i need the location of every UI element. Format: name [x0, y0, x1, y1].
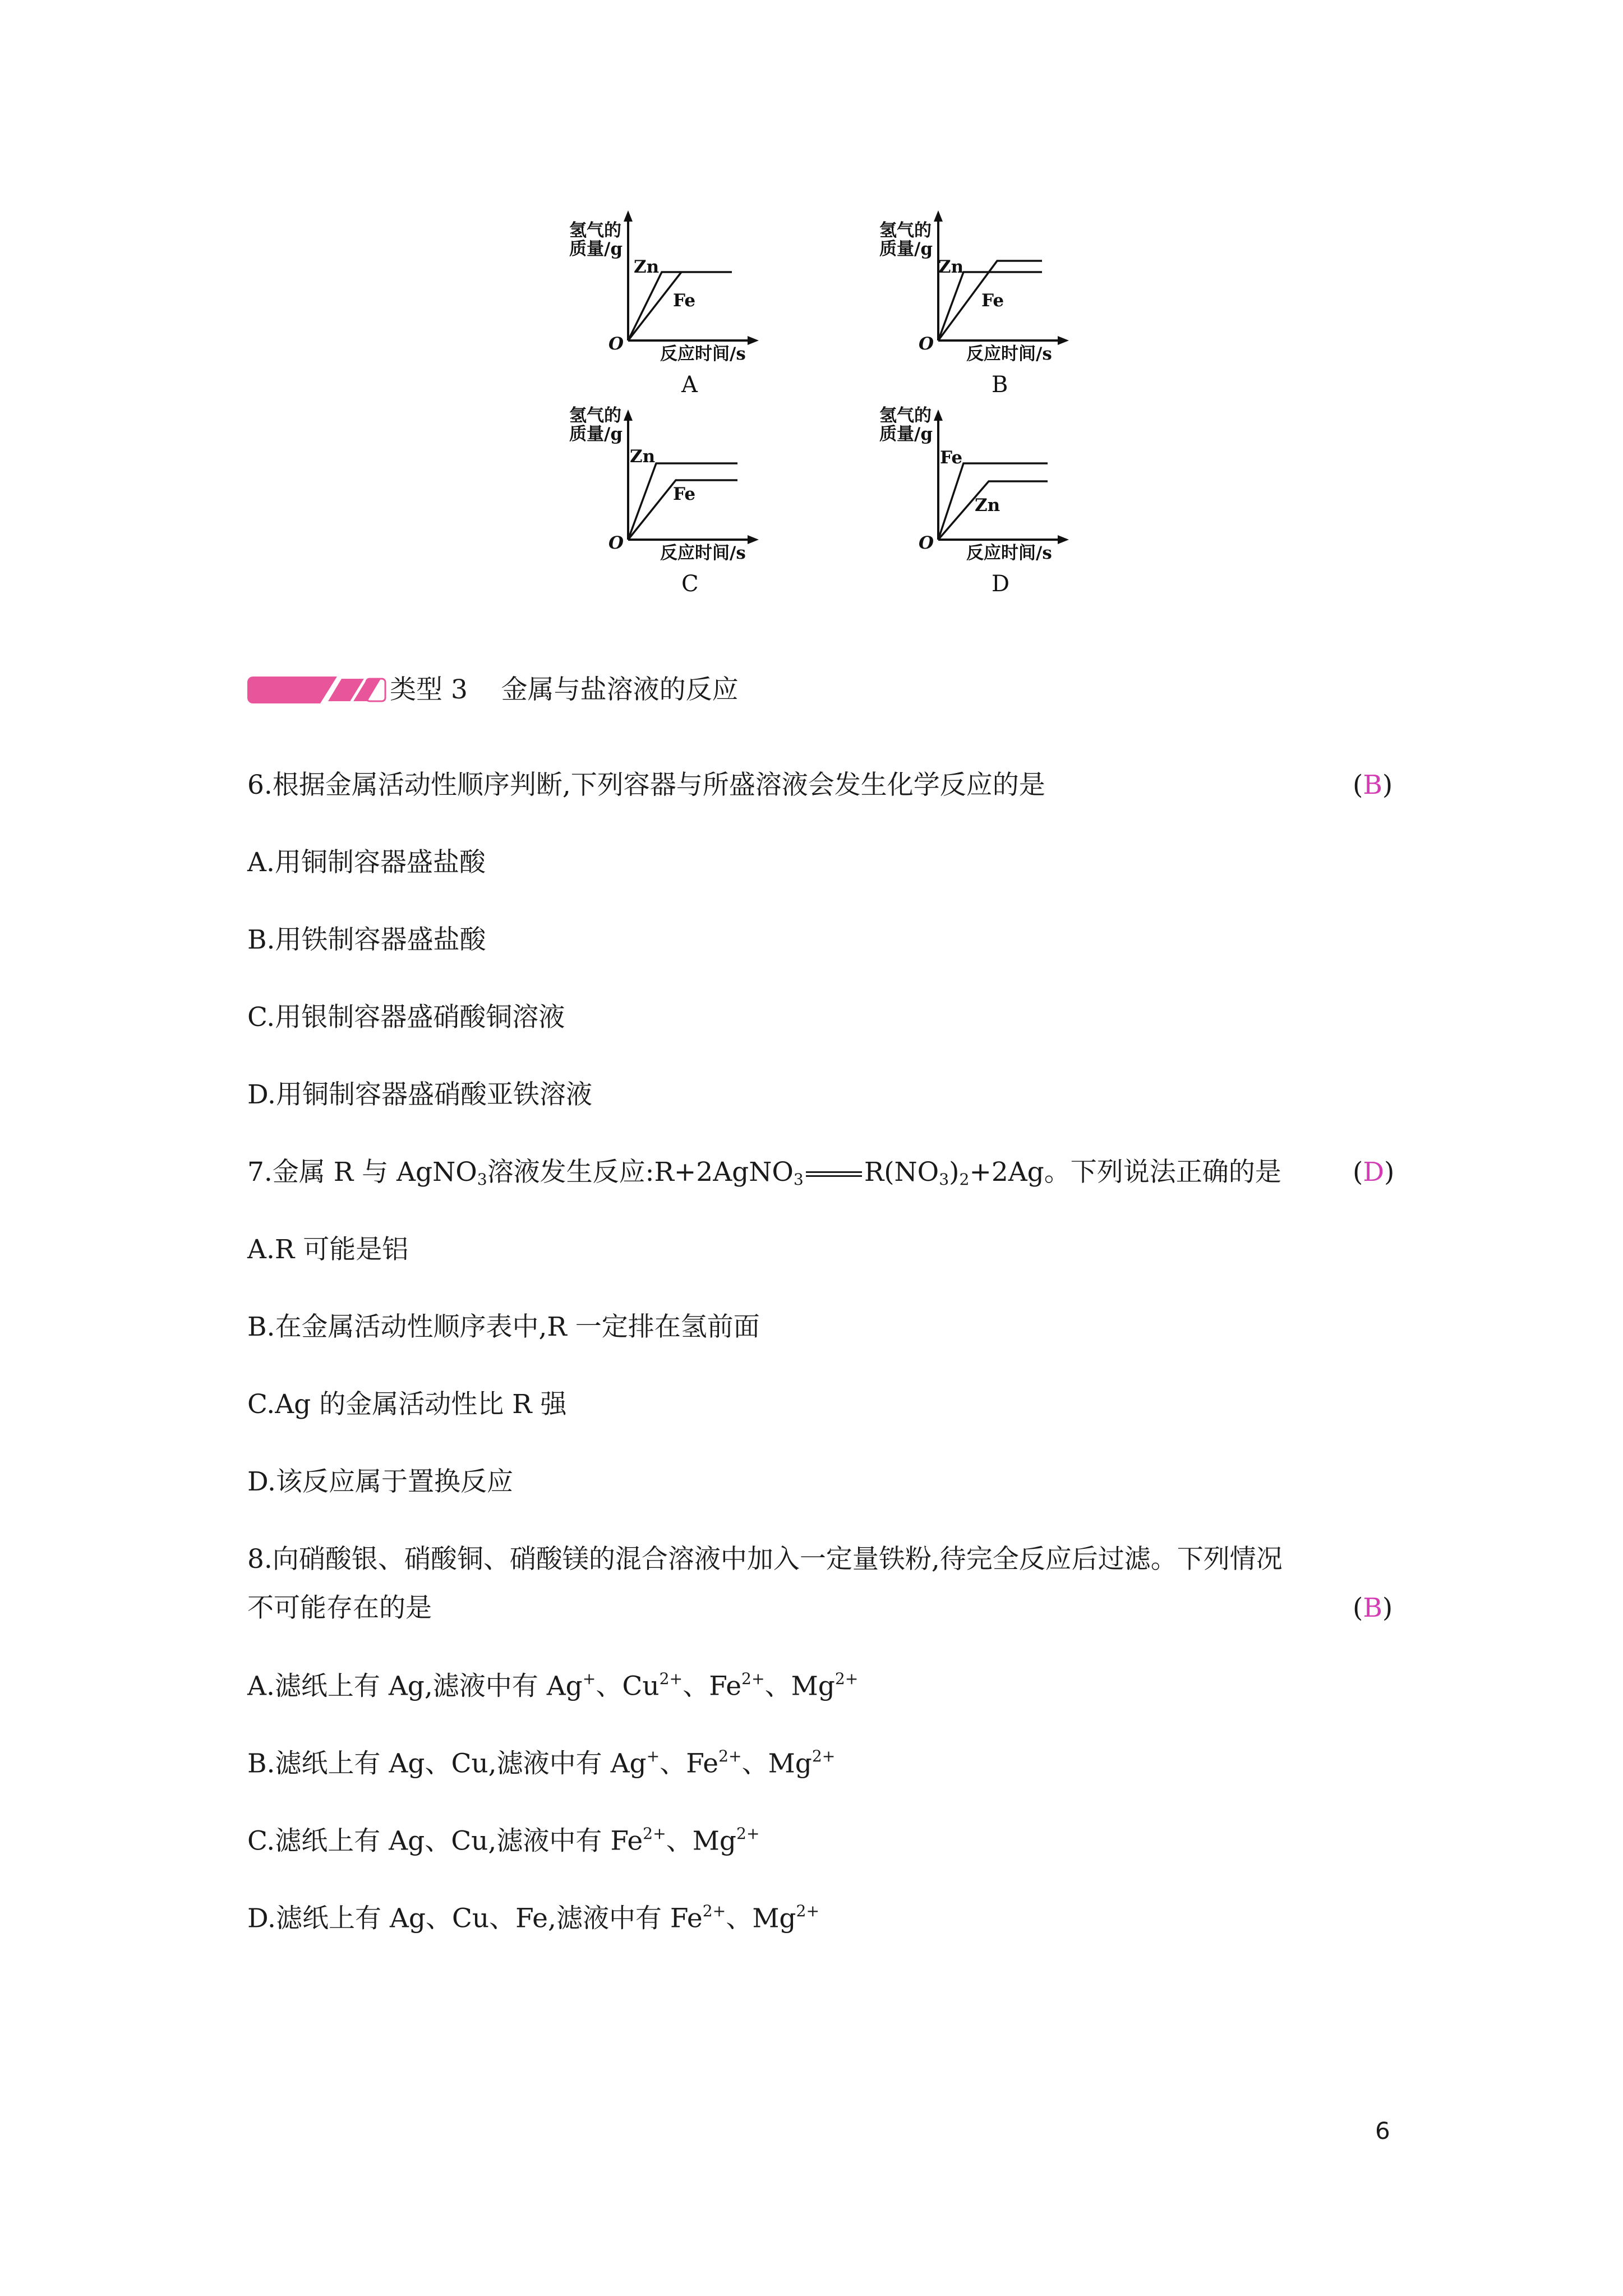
ion: Ag — [546, 1671, 583, 1702]
graph-d-xlabel: 反应时间/s — [966, 543, 1052, 563]
ion: Fe — [686, 1748, 719, 1779]
ion-charge: 2+ — [741, 1669, 765, 1688]
graph-a-caption: A — [681, 372, 698, 398]
graph-d-ylabel: 氢气的质量/g — [879, 406, 933, 444]
graph-a-origin: O — [608, 334, 624, 354]
ion: Fe — [709, 1671, 742, 1702]
graph-c-ylabel: 氢气的质量/g — [569, 406, 623, 444]
ion: Mg — [752, 1903, 796, 1934]
q6-answer: (B) — [1353, 770, 1393, 800]
q6-option-a: A.用铜制容器盛盐酸 — [247, 847, 486, 878]
q7-answer: (D) — [1353, 1157, 1395, 1188]
q6-option-b: B.用铁制容器盛盐酸 — [247, 924, 486, 955]
ion: Fe — [670, 1903, 703, 1934]
q7-option-c: C.Ag 的金属活动性比 R 强 — [247, 1389, 567, 1420]
section-badge-icon — [247, 673, 388, 707]
graph-b-xlabel: 反应时间/s — [966, 344, 1052, 364]
graph-d-bottom-label: Zn — [975, 495, 1000, 516]
q7-stem: 7.金属 R 与 AgNO$_3$溶液发生反应:R+2AgNO$_3$ $R(NO_3)_2+2Ag$。下列说法正确的是 — [247, 1157, 1281, 1189]
q7-stem-prefix: 7.金属 R 与 AgNO — [247, 1157, 477, 1188]
ion: Ag — [610, 1748, 647, 1779]
q7-answer-letter: D — [1363, 1157, 1385, 1188]
q8-option-c-prefix: C.滤纸上有 Ag、Cu,滤液中有 — [247, 1825, 611, 1857]
graph-b-top-label: Zn — [938, 257, 964, 277]
q8-option-a: A.滤纸上有 Ag,滤液中有 Ag+、$Cu^{2+}$、$Fe^{2+}$、$Mg^{2+}$ — [247, 1669, 859, 1702]
q8-option-b-prefix: B.滤纸上有 Ag、Cu,滤液中有 — [247, 1748, 611, 1779]
q8-option-d-prefix: D.滤纸上有 Ag、Cu、Fe,滤液中有 — [247, 1903, 670, 1934]
ion-charge: 2+ — [718, 1747, 742, 1765]
ion: Mg — [791, 1671, 835, 1702]
graph-d — [879, 406, 1092, 597]
q8-answer-letter: B — [1363, 1593, 1382, 1623]
graph-a-xlabel: 反应时间/s — [660, 344, 746, 364]
graph-a — [569, 210, 782, 398]
ion: Cu — [622, 1671, 660, 1702]
ion-charge: 2+ — [659, 1669, 683, 1688]
q7-option-a: A.R 可能是铝 — [247, 1234, 409, 1265]
graph-a-ylabel: 氢气的质量/g — [569, 220, 623, 259]
graph-c — [569, 406, 782, 597]
graph-c-origin: O — [608, 533, 624, 553]
ion-charge: 2+ — [736, 1824, 760, 1843]
graph-c-xlabel: 反应时间/s — [660, 543, 746, 563]
section-title: 金属与盐溶液的反应 — [501, 674, 739, 705]
q7-product: R(NO — [864, 1157, 939, 1188]
ion: Fe — [610, 1825, 643, 1857]
graph-a-top-label: Zn — [634, 257, 660, 277]
q6-option-c: C.用银制容器盛硝酸铜溶液 — [247, 1002, 565, 1033]
page-number: 6 — [1375, 2117, 1390, 2145]
q6-answer-letter: B — [1363, 770, 1382, 800]
q7-stem-suffix: +2Ag。下列说法正确的是 — [969, 1157, 1281, 1188]
graph-d-origin: O — [919, 533, 934, 553]
graph-c-top-label: Zn — [630, 447, 656, 467]
q8-option-d: D.滤纸上有 Ag、Cu、Fe,滤液中有 $Fe^{2+}$、$Mg^{2+}$ — [247, 1902, 820, 1934]
q8-stem-line2: 不可能存在的是 — [247, 1593, 432, 1623]
graph-b-caption: B — [992, 372, 1008, 398]
graph-d-caption: D — [992, 571, 1010, 597]
ion-charge: + — [582, 1669, 596, 1688]
q7-stem-mid: 溶液发生反应:R+2AgNO — [487, 1157, 794, 1188]
graph-b — [879, 210, 1092, 398]
equals-sign — [806, 1170, 862, 1178]
graph-b-ylabel: 氢气的质量/g — [879, 220, 933, 259]
ion-charge: 2+ — [796, 1902, 820, 1920]
graph-c-caption: C — [681, 571, 699, 597]
q8-answer: (B) — [1353, 1593, 1393, 1623]
graph-a-bottom-label: Fe — [673, 291, 696, 311]
graph-b-origin: O — [919, 334, 934, 354]
ion-charge: 2+ — [702, 1902, 726, 1920]
graph-b-bottom-label: Fe — [981, 291, 1004, 311]
ion-charge: 2+ — [834, 1669, 859, 1688]
section-type-label: 类型 3 — [390, 674, 468, 705]
q6-option-d: D.用铜制容器盛硝酸亚铁溶液 — [247, 1079, 592, 1110]
ion-charge: 2+ — [811, 1747, 836, 1765]
graph-c-bottom-label: Fe — [673, 484, 696, 504]
q8-stem-line1: 8.向硝酸银、硝酸铜、硝酸镁的混合溶液中加入一定量铁粉,待完全反应后过滤。下列情况 — [247, 1544, 1283, 1575]
q6-stem: 6.根据金属活动性顺序判断,下列容器与所盛溶液会发生化学反应的是 — [247, 770, 1045, 800]
ion-charge: 2+ — [643, 1824, 666, 1843]
q7-option-b: B.在金属活动性顺序表中,R 一定排在氢前面 — [247, 1312, 760, 1342]
q7-option-d: D.该反应属于置换反应 — [247, 1466, 513, 1497]
ion: Mg — [692, 1825, 736, 1857]
q8-option-c: C.滤纸上有 Ag、Cu,滤液中有 $Fe^{2+}$、$Mg^{2+}$ — [247, 1824, 760, 1857]
ion-charge: + — [646, 1747, 660, 1765]
q8-option-a-prefix: A.滤纸上有 Ag,滤液中有 — [247, 1671, 547, 1702]
ion: Mg — [768, 1748, 812, 1779]
graph-d-top-label: Fe — [940, 448, 963, 468]
q8-option-b: B.滤纸上有 Ag、Cu,滤液中有 Ag+、$Fe^{2+}$、$Mg^{2+}$ — [247, 1747, 836, 1779]
